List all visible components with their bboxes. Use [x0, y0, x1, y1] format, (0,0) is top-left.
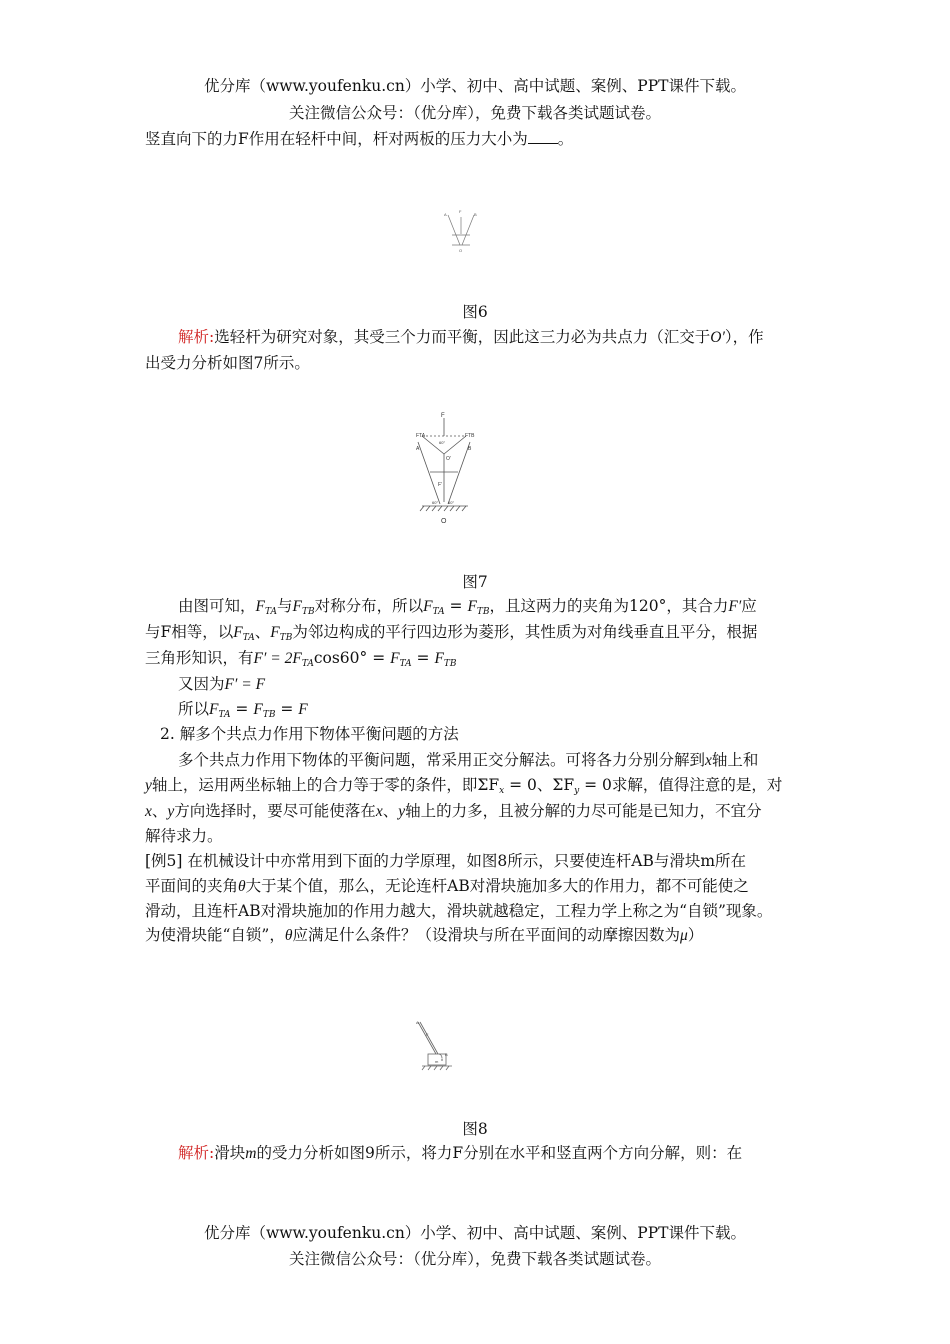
fig8-label-theta: θ [441, 1058, 443, 1062]
p1-line-2: 与F相等，以$F_{TA}$、$F_{TB}$为邻边构成的平行四边形为菱形，其性质为对角线垂直且平分，根据 [145, 623, 758, 643]
figure-8 [412, 1018, 456, 1080]
fig7-label-angle-right: 60° [448, 500, 455, 505]
p3-line: 所以$F_{TA} = F_{TB} = F$ [178, 700, 308, 720]
analysis-label: 解析: [178, 328, 215, 346]
p4-line-3: x、y方向选择时，要尽可能使落在x、y轴上的力多，且被分解的力尽可能是已知力，不宜分 [145, 802, 762, 820]
fig6-label-f: F [459, 209, 462, 214]
p4-line-4: 解待求力。 [145, 827, 223, 845]
analysis-2-line: 解析:滑块m的受力分析如图9所示，将力F分别在水平和竖直两个方向分解，则：在 [178, 1144, 743, 1162]
example-5-line-3: 滑动，且连杆AB对滑块施加的作用力越大，滑块就越稳定，工程力学上称之为“自锁”现象。 [145, 902, 773, 920]
fig6-label-b: B [474, 212, 477, 217]
fig7-label-f: F [441, 413, 445, 419]
fig7-fta-line [422, 436, 444, 454]
fig7-label-f-prime: F′ [438, 482, 442, 488]
footer-line-1: 优分库（www.youfenku.cn）小学、初中、高中试题、案例、PPT课件下载。 [203, 1224, 747, 1242]
figure-7 [410, 408, 490, 530]
fig6-caption: 图6 [462, 303, 488, 321]
example-5-line-4: 为使滑块能“自锁”，θ应满足什么条件？（设滑块与所在平面间的动摩擦因数为μ） [145, 926, 704, 944]
fig7-label-ftb: FTB [465, 433, 475, 439]
fig7-plate-left [418, 442, 440, 504]
p4-line-1: 多个共点力作用下物体的平衡问题，常采用正交分解法。可将各力分别分解到x轴上和 [178, 751, 759, 769]
p1-line-3: 三角形知识，有$F' = 2F_{TA}\cos 60^\circ = F_{TA} = F_{TB}$ [145, 649, 457, 669]
fig8-label-b: B [445, 1052, 448, 1057]
fig8-caption: 图8 [462, 1120, 488, 1138]
fig6-label-a: A [444, 212, 447, 217]
example-5-line-1: [例5] 在机械设计中亦常用到下面的力学原理，如图8所示，只要使连杆AB与滑块m所在 [145, 852, 747, 870]
p4-line-2: y轴上，运用两坐标轴上的合力等于零的条件，即$\Sigma F_x = 0$、$\Sigma F_y = 0$求解，值得注意的是，对 [145, 776, 783, 796]
analysis-2-label: 解析: [178, 1144, 215, 1162]
fig8-rod-ab [418, 1022, 436, 1054]
header-line-1: 优分库（www.youfenku.cn）小学、初中、高中试题、案例、PPT课件下载。 [203, 77, 747, 95]
fig7-label-b: B [468, 446, 472, 452]
example-5-line-2: 平面间的夹角θ大于某个值，那么，无论连杆AB对滑块施加多大的作用力，都不可能使之 [145, 877, 749, 895]
fig7-label-a: A [416, 446, 420, 452]
analysis-1-line-2: 出受力分析如图7所示。 [145, 354, 310, 372]
figure-6 [440, 207, 480, 253]
fig7-ftb-line [444, 436, 466, 454]
p1-line-1: 由图可知，$F_{TA}$与$F_{TB}$对称分布，所以$F_{TA} = F_{TB}$，且这两力的夹角为120°，其合力F′应 [178, 597, 757, 617]
analysis-1-line-1: 解析:选轻杆为研究对象，其受三个力而平衡，因此这三力必为共点力（汇交于O′），作 [178, 328, 764, 346]
fig7-caption: 图7 [462, 573, 488, 591]
fig8-label-m: m [435, 1059, 439, 1064]
fig8-label-f: F [426, 1032, 429, 1037]
fig8-label-a: A [416, 1020, 419, 1025]
fig7-label-angle-left: 60° [432, 500, 439, 505]
fig7-label-o: O [441, 518, 447, 525]
fig6-label-o: O [459, 248, 463, 253]
fig7-label-fta: FTA [416, 433, 426, 439]
section-2-title: 2. 解多个共点力作用下物体平衡问题的方法 [160, 725, 459, 743]
fig6-plate-right [462, 215, 474, 245]
fig7-label-angle-top: 60° [439, 440, 446, 445]
p2-line: 又因为F′ = F [178, 675, 266, 693]
footer-line-2: 关注微信公众号：（优分库），免费下载各类试题试卷。 [288, 1250, 661, 1268]
header-line-2: 关注微信公众号：（优分库），免费下载各类试题试卷。 [288, 104, 661, 122]
intro-line: 竖直向下的力F作用在轻杆中间，杆对两板的压力大小为 。 [145, 130, 574, 148]
fig6-plate-left [448, 215, 460, 245]
fig7-label-o-prime: O′ [446, 456, 451, 462]
answer-blank [528, 131, 558, 144]
fig7-plate-right [448, 442, 470, 504]
